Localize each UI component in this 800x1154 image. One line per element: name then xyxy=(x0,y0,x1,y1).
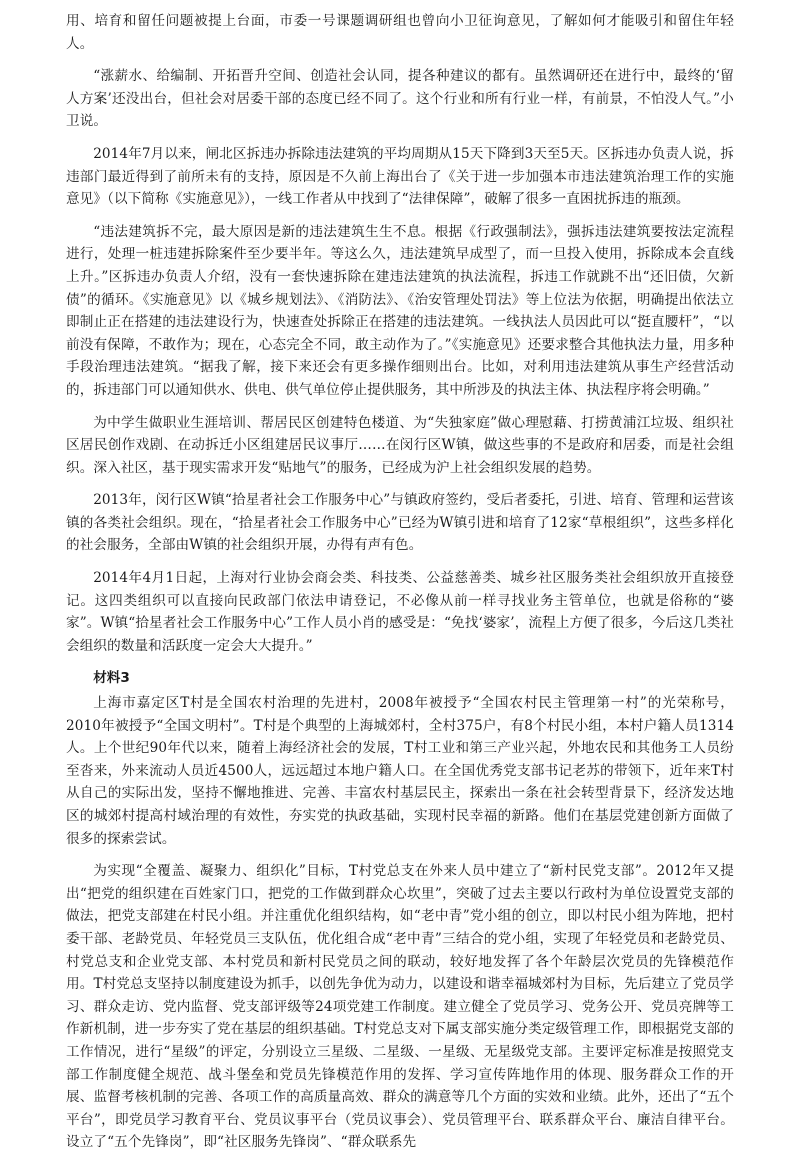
paragraph-registration-2014: 2014年4月1日起，上海对行业协会商会类、科技类、公益慈善类、城乡社区服务类社会组织放开直接登记。这四类组织可以直接向民政部门依法申请登记，不必像从前一样寻找业务主管单位，也就是俗称的“婆家”。W镇“拾星者社会工作服务中心”工作人员小肖的感受是：“免找‘婆家’，流程上方便了很多，今后这几类社会组织的数量和活跃度一定会大大提升。” xyxy=(66,570,734,654)
paragraph-zhabei-demolition: 2014年7月以来，闸北区拆违办拆除违法建筑的平均周期从15天下降到3天至5天。区拆违办负责人说，拆违部门最近得到了前所未有的支持，原因是不久前上海出台了《关于进一步加强本市违法建筑治理工作的实施意见》（以下简称《实施意见》），一线工作者从中找到了“法律保障”，破解了很多一直困扰拆违的瓶颈。 xyxy=(66,145,734,208)
paragraph-social-organizations: 为中学生做职业生涯培训、帮居民区创建特色楼道、为“失独家庭”做心理慰藉、打捞黄浦江垃圾、组织社区居民创作戏剧、在动拆迁小区组建居民议事厅……在闵行区W镇，做这些事的不是政府和居委，而是社会组织。深入社区，基于现实需求开发“贴地气”的服务，已经成为沪上社会组织发展的趋势。 xyxy=(66,414,734,476)
paragraph-party-building: 为实现“全覆盖、凝聚力、组织化”目标，T村党总支在外来人员中建立了“新村民党支部”。2012年又提出“把党的组织建在百姓家门口，把党的工作做到群众心坎里”，突破了过去主要以行政村为单位设置党支部的做法，把党支部建在村民小组。并注重优化组织结构，如“老中青”党小组的创立，即以村民小组为阵地，把村委干部、老龄党员、年轻党员三支队伍，优化组合成“老中青”三结合的党小组，实现了年轻党员和老龄党员、村党总支和企业党支部、本村党员和新村民党员之间的联动，较好地发挥了各个年龄层次党员的先锋模范作用。T村党总支坚持以制度建设为抓手，以创先争优为动力，以建设和谐幸福城郊村为目标，先后建立了党员学习、群众走访、党内监督、党支部评级等24项党建工作制度。建立健全了党员学习、党务公开、党员亮牌等工作新机制，进一步夯实了党在基层的组织基础。T村党总支对下属支部实施分类定级管理工作，即根据党支部的工作情况，进行“星级”的评定，分别设立三星级、二星级、一星级、无星级党支部。主要评定标准是按照党支部工作制度健全规范、战斗堡垒和党员先锋模范作用的发挥、学习宣传阵地作用的体现、服务群众工作的开展、监督考核机制的完善、各项工作的高质量高效、群众的满意等几个方面的实效和业绩。此外，还出了“五个平台”，即党员学习教育平台、党员议事平台（党员议事会）、党员管理平台、联系群众平台、廉洁自律平台。设立了“五个先锋岗”，即“社区服务先锋岗”、“群众联系先 xyxy=(66,863,734,1151)
paragraph-continued: 用、培育和留任问题被提上台面，市委一号课题调研组也曾向小卫征询意见，了解如何才能吸引和留住年轻人。 xyxy=(66,13,734,52)
paragraph-shixingzhe-2013: 2013年，闵行区W镇“拾星者社会工作服务中心”与镇政府签约，受后者委托，引进、培育、管理和运营该镇的各类社会组织。现在，“拾星者社会工作服务中心”已经为W镇引进和培育了12家“草根组织”，这些多样化的社会服务，全部由W镇的社会组织开展，办得有声有色。 xyxy=(66,492,734,554)
paragraph-illegal-buildings: “违法建筑拆不完，最大原因是新的违法建筑生生不息。根据《行政强制法》，强拆违法建筑要按法定流程进行，处理一桩违建拆除案件至少要半年。等这么久，违法建筑早成型了，而一旦投入使用，拆除成本会直线上升。”区拆违办负责人介绍，没有一套快速拆除在建违法建筑的执法流程，拆违工作就跳不出“还旧债，欠新债”的循环。《实施意见》以《城乡规划法》、《消防法》、《治安管理处罚法》等上位法为依据，明确提出依法立即制止正在搭建的违法建设行为，快速查处拆除正在搭建的违法建筑。一线执法人员因此可以“挺直腰杆”，“以前没有保障，不敢作为；现在，心态完全不同，敢主动作为了。”《实施意见》还要求整合其他执法力量，用多种手段治理违法建筑。“据我了解，接下来还会有更多操作细则出台。比如，对利用违法建筑从事生产经营活动的，拆违部门可以通知供水、供电、供气单位停止提供服务，其中所涉及的执法主体、执法程序将会明确。” xyxy=(66,223,734,398)
paragraph-t-village-intro: 上海市嘉定区T村是全国农村治理的先进村，2008年被授予“全国农村民主管理第一村”的光荣称号，2010年被授予“全国文明村”。T村是个典型的上海城郊村，全村375户，有8个村民小组，本村户籍人员1314人。上个世纪90年代以来，随着上海经济社会的发展，T村工业和第三产业兴起，外地农民和其他务工人员纷至沓来，外来流动人员近4500人，远远超过本地户籍人口。在全国优秀党支部书记老苏的带领下，近年来T村从自己的实际出发，坚持不懈地推进、完善、丰富农村基层民主，探索出一条在社会转型背景下，经济发达地区的城郊村提高村域治理的有效性，夯实党的执政基础，实现村民幸福的新路。他们在基层党建创新方面做了很多的探索尝试。 xyxy=(66,695,734,847)
paragraph-quote-xiaowei: “涨薪水、给编制、开拓晋升空间、创造社会认同，提各种建议的都有。虽然调研还在进行中，最终的‘留人方案’还没出台，但社会对居委干部的态度已经不同了。这个行业和所有行业一样，有前景，不怕没人气。”小卫说。 xyxy=(66,68,734,130)
section-heading: 材料3 xyxy=(93,670,130,687)
